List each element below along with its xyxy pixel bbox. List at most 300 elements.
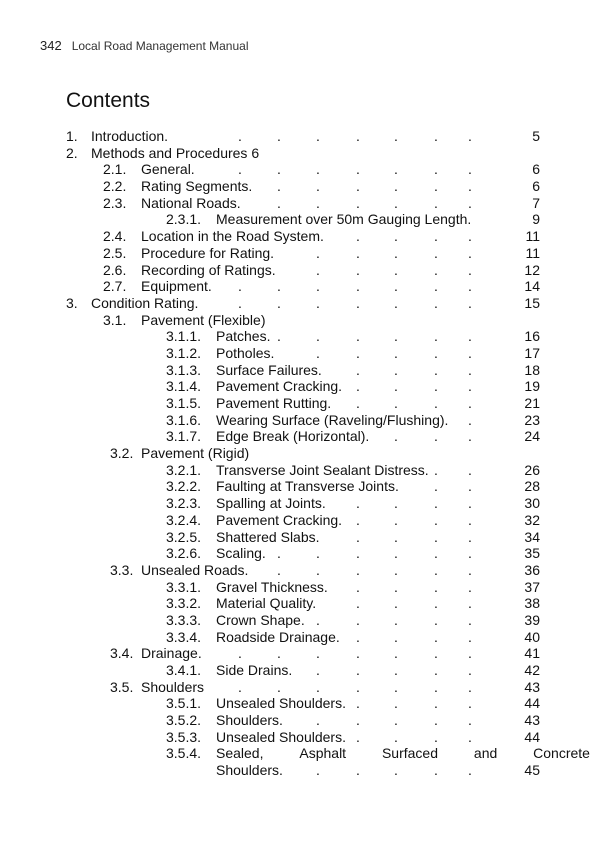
leader-dot: . bbox=[316, 278, 320, 295]
toc-entry-number: 3.3. bbox=[110, 561, 134, 578]
toc-entry-page: 21 bbox=[524, 395, 540, 411]
toc-entry-title: Pavement Rutting. bbox=[216, 395, 332, 411]
toc-entry-number: 3.1.3. bbox=[166, 361, 202, 378]
leader-dot: . bbox=[277, 128, 281, 144]
leader-dot: . bbox=[394, 194, 398, 211]
leader-dot: . bbox=[434, 528, 438, 545]
leader-dot: . bbox=[394, 495, 398, 512]
toc-entry[interactable] bbox=[0, 745, 600, 762]
toc-entry-page: 28 bbox=[524, 478, 540, 495]
leader-dot: . bbox=[468, 328, 472, 345]
toc-entry[interactable] bbox=[0, 562, 600, 579]
toc-entry-title: Transverse Joint Sealant Distress. bbox=[216, 461, 429, 478]
toc-entry-page: 36 bbox=[524, 561, 540, 578]
toc-entry-title: Procedure for Rating. bbox=[141, 244, 275, 261]
toc-entry[interactable] bbox=[0, 679, 600, 696]
leader-dot: . bbox=[394, 228, 398, 245]
leader-dot: . bbox=[238, 294, 242, 311]
leader-dot: . bbox=[316, 712, 320, 729]
leader-dot: . bbox=[356, 595, 360, 612]
leader-dot: . bbox=[394, 578, 398, 595]
leader-dot: . bbox=[468, 161, 472, 178]
leader-dot: . bbox=[356, 328, 360, 345]
leader-dot: . bbox=[434, 695, 438, 712]
leader-dot: . bbox=[468, 728, 472, 745]
toc-entry-number: 2.1. bbox=[103, 161, 127, 178]
toc-entry-page: 41 bbox=[524, 645, 540, 662]
book-title: Local Road Management Manual bbox=[71, 39, 249, 53]
toc-entry-title-word: Asphalt bbox=[299, 745, 347, 762]
leader-dot: . bbox=[277, 645, 281, 662]
leader-dot: . bbox=[316, 645, 320, 662]
toc-entry-page: 32 bbox=[524, 511, 540, 528]
toc-entry-page: 45 bbox=[524, 762, 540, 779]
leader-dot: . bbox=[356, 495, 360, 512]
leader-dot: . bbox=[434, 712, 438, 729]
leader-dot: . bbox=[434, 244, 438, 261]
leader-dot: . bbox=[356, 762, 360, 779]
toc-entry-number: 3.3.2. bbox=[166, 595, 202, 612]
leader-dot: . bbox=[468, 178, 472, 195]
leader-dot: . bbox=[356, 261, 360, 278]
toc-entry-page: 38 bbox=[524, 595, 540, 612]
toc-entry-number: 3.1.2. bbox=[166, 344, 202, 361]
toc-entry[interactable] bbox=[0, 295, 600, 312]
leader-dot: . bbox=[394, 428, 398, 445]
toc-entry-title: Crown Shape. bbox=[216, 611, 305, 628]
toc-entry-page: 43 bbox=[524, 678, 540, 695]
toc-entry[interactable] bbox=[0, 195, 600, 212]
leader-dot: . bbox=[468, 261, 472, 278]
toc-entry-title-continuation: Shoulders. bbox=[216, 762, 283, 779]
leader-dot: . bbox=[468, 128, 472, 144]
leader-dot: . bbox=[434, 762, 438, 779]
toc-entry-title: Side Drains. bbox=[216, 662, 293, 678]
leader-dot: . bbox=[468, 561, 472, 578]
toc-entry-title-word: Concrete bbox=[533, 745, 590, 762]
toc-entry-title-word: Surfaced bbox=[381, 745, 439, 762]
leader-dot: . bbox=[394, 294, 398, 311]
leader-dot: . bbox=[394, 178, 398, 195]
toc-entry-number: 2.4. bbox=[103, 228, 127, 245]
toc-entry-page: 42 bbox=[524, 662, 540, 678]
toc-entry-page: 15 bbox=[524, 294, 540, 311]
toc-entry-title: Introduction. bbox=[91, 128, 169, 144]
leader-dot: . bbox=[356, 128, 360, 144]
toc-entry-title: Shoulders. bbox=[216, 712, 283, 729]
toc-entry[interactable] bbox=[0, 445, 600, 462]
leader-dot: . bbox=[356, 161, 360, 178]
toc-entry-title: Unsealed Shoulders. bbox=[216, 728, 346, 745]
leader-dot: . bbox=[356, 545, 360, 562]
toc-entry[interactable] bbox=[0, 612, 600, 629]
leader-dot: . bbox=[356, 611, 360, 628]
toc-entry-page: 26 bbox=[524, 461, 540, 478]
leader-dot: . bbox=[434, 361, 438, 378]
leader-dot: . bbox=[316, 662, 320, 678]
leader-dot: . bbox=[468, 578, 472, 595]
toc-entry-title: Edge Break (Horizontal). bbox=[216, 428, 370, 445]
toc-entry-page: 40 bbox=[524, 628, 540, 645]
toc-entry-page: 17 bbox=[524, 344, 540, 361]
toc-entry-title: Pavement (Rigid) bbox=[141, 445, 250, 462]
toc-entry-number: 3.5.3. bbox=[166, 728, 202, 745]
leader-dot: . bbox=[316, 194, 320, 211]
toc-entry[interactable] bbox=[0, 178, 600, 195]
toc-entry[interactable] bbox=[0, 512, 600, 529]
toc-entry-page: 23 bbox=[524, 411, 540, 428]
leader-dot: . bbox=[468, 278, 472, 295]
leader-dot: . bbox=[434, 495, 438, 512]
toc-entry[interactable] bbox=[0, 495, 600, 512]
leader-dot: . bbox=[468, 645, 472, 662]
toc-entry-number: 3.2.1. bbox=[166, 461, 202, 478]
toc-entry-number: 3.3.3. bbox=[166, 611, 202, 628]
toc-entry[interactable] bbox=[0, 362, 600, 379]
toc-entry-number: 2.6. bbox=[103, 261, 127, 278]
leader-dot: . bbox=[468, 461, 472, 478]
leader-dot: . bbox=[316, 611, 320, 628]
leader-dot: . bbox=[394, 728, 398, 745]
toc-entry[interactable] bbox=[0, 262, 600, 279]
leader-dot: . bbox=[238, 645, 242, 662]
toc-entry-number: 3.2.4. bbox=[166, 511, 202, 528]
toc-entry-number: 2.7. bbox=[103, 278, 127, 295]
toc-entry[interactable] bbox=[0, 378, 600, 395]
toc-entry[interactable] bbox=[0, 629, 600, 646]
toc-entry-page: 7 bbox=[532, 194, 540, 211]
toc-entry[interactable] bbox=[0, 312, 600, 329]
toc-entry[interactable] bbox=[0, 695, 600, 712]
toc-entry[interactable] bbox=[0, 145, 600, 162]
leader-dot: . bbox=[434, 261, 438, 278]
leader-dot: . bbox=[356, 361, 360, 378]
leader-dot: . bbox=[277, 545, 281, 562]
leader-dot: . bbox=[468, 411, 472, 428]
leader-dot: . bbox=[356, 294, 360, 311]
leader-dot: . bbox=[434, 378, 438, 395]
leader-dot: . bbox=[277, 328, 281, 345]
leader-dot: . bbox=[468, 511, 472, 528]
toc-entry[interactable] bbox=[0, 211, 600, 228]
toc-entry[interactable] bbox=[0, 545, 600, 562]
toc-entry[interactable] bbox=[0, 328, 600, 345]
leader-dot: . bbox=[468, 344, 472, 361]
toc-entry[interactable] bbox=[0, 529, 600, 546]
leader-dot: . bbox=[277, 561, 281, 578]
toc-entry-number: 2.3. bbox=[103, 194, 127, 211]
leader-dot: . bbox=[316, 561, 320, 578]
toc-entry-number: 2. bbox=[66, 144, 78, 161]
leader-dot: . bbox=[277, 294, 281, 311]
contents-title: Contents bbox=[66, 89, 151, 112]
toc-entry-title: National Roads. bbox=[141, 194, 241, 211]
leader-dot: . bbox=[394, 712, 398, 729]
toc-entry-number: 3.1.5. bbox=[166, 395, 202, 411]
leader-dot: . bbox=[356, 278, 360, 295]
toc-entry[interactable] bbox=[0, 595, 600, 612]
toc-entry[interactable] bbox=[0, 645, 600, 662]
leader-dot: . bbox=[394, 278, 398, 295]
toc-entry[interactable] bbox=[0, 278, 600, 295]
toc-entry-title-word: Sealed, bbox=[216, 745, 264, 762]
leader-dot: . bbox=[238, 128, 242, 144]
toc-entry-title: Methods and Procedures 6 bbox=[91, 144, 260, 161]
leader-dot: . bbox=[277, 678, 281, 695]
toc-entry[interactable] bbox=[0, 345, 600, 362]
toc-entry-number: 3.5.1. bbox=[166, 695, 202, 712]
leader-dot: . bbox=[356, 695, 360, 712]
toc-entry-title: Rating Segments. bbox=[141, 178, 253, 195]
leader-dot: . bbox=[468, 611, 472, 628]
leader-dot: . bbox=[394, 244, 398, 261]
toc-entry[interactable] bbox=[0, 478, 600, 495]
toc-entry-title: Patches. bbox=[216, 328, 271, 345]
toc-entry-number: 3.4. bbox=[110, 645, 134, 662]
toc-entry-page: 11 bbox=[525, 244, 540, 261]
toc-entry-page: 9 bbox=[532, 211, 540, 228]
leader-dot: . bbox=[434, 662, 438, 678]
leader-dot: . bbox=[356, 511, 360, 528]
leader-dot: . bbox=[356, 678, 360, 695]
leader-dot: . bbox=[356, 628, 360, 645]
leader-dot: . bbox=[434, 278, 438, 295]
toc-entry-page: 18 bbox=[524, 361, 540, 378]
leader-dot: . bbox=[238, 161, 242, 178]
toc-entry-title: Unsealed Roads. bbox=[141, 561, 249, 578]
leader-dot: . bbox=[434, 545, 438, 562]
toc-entry-title: Drainage. bbox=[141, 645, 202, 662]
leader-dot: . bbox=[394, 678, 398, 695]
leader-dot: . bbox=[394, 645, 398, 662]
toc-entry-page: 44 bbox=[524, 695, 540, 712]
toc-entry-title: Recording of Ratings. bbox=[141, 261, 276, 278]
leader-dot: . bbox=[356, 244, 360, 261]
leader-dot: . bbox=[356, 344, 360, 361]
leader-dot: . bbox=[356, 228, 360, 245]
page-number: 342 bbox=[40, 38, 62, 53]
toc-entry-page: 24 bbox=[524, 428, 540, 445]
toc-entry-continuation[interactable] bbox=[0, 762, 600, 779]
leader-dot: . bbox=[356, 712, 360, 729]
toc-entry-page: 43 bbox=[524, 712, 540, 729]
leader-dot: . bbox=[356, 561, 360, 578]
toc-entry-number: 2.3.1. bbox=[166, 211, 202, 228]
toc-entry-number: 1. bbox=[66, 128, 78, 144]
leader-dot: . bbox=[434, 595, 438, 612]
leader-dot: . bbox=[316, 328, 320, 345]
leader-dot: . bbox=[434, 228, 438, 245]
toc-entry-number: 3.1.7. bbox=[166, 428, 202, 445]
leader-dot: . bbox=[468, 678, 472, 695]
leader-dot: . bbox=[394, 545, 398, 562]
toc-entry[interactable] bbox=[0, 428, 600, 445]
toc-entry-title: Condition Rating. bbox=[91, 294, 199, 311]
leader-dot: . bbox=[394, 528, 398, 545]
toc-entry-page: 6 bbox=[532, 178, 540, 195]
leader-dot: . bbox=[316, 545, 320, 562]
toc-entry-number: 3.1.4. bbox=[166, 378, 202, 395]
toc-entry-page: 39 bbox=[524, 611, 540, 628]
leader-dot: . bbox=[434, 294, 438, 311]
leader-dot: . bbox=[394, 378, 398, 395]
leader-dot: . bbox=[316, 261, 320, 278]
leader-dot: . bbox=[434, 344, 438, 361]
toc-entry-title: Faulting at Transverse Joints. bbox=[216, 478, 399, 495]
leader-dot: . bbox=[316, 294, 320, 311]
leader-dot: . bbox=[434, 428, 438, 445]
toc-entry-number: 3.1. bbox=[103, 311, 127, 328]
leader-dot: . bbox=[468, 361, 472, 378]
leader-dot: . bbox=[356, 378, 360, 395]
toc-entry-page: 44 bbox=[524, 728, 540, 745]
leader-dot: . bbox=[277, 178, 281, 195]
leader-dot: . bbox=[316, 244, 320, 261]
leader-dot: . bbox=[356, 194, 360, 211]
toc-entry-number: 3.5.4. bbox=[166, 745, 202, 762]
toc-entry-title: Wearing Surface (Raveling/Flushing). bbox=[216, 411, 449, 428]
leader-dot: . bbox=[277, 194, 281, 211]
leader-dot: . bbox=[394, 395, 398, 411]
leader-dot: . bbox=[434, 561, 438, 578]
toc-entry-page: 16 bbox=[524, 328, 540, 345]
toc-entry-title: Pavement Cracking. bbox=[216, 378, 343, 395]
leader-dot: . bbox=[394, 261, 398, 278]
leader-dot: . bbox=[238, 278, 242, 295]
toc-entry-page: 12 bbox=[524, 261, 540, 278]
toc-entry[interactable] bbox=[0, 395, 600, 412]
leader-dot: . bbox=[394, 611, 398, 628]
toc-entry-number: 3.1.6. bbox=[166, 411, 202, 428]
toc-entry-number: 3.5.2. bbox=[166, 712, 202, 729]
leader-dot: . bbox=[434, 611, 438, 628]
toc-entry-number: 3.3.4. bbox=[166, 628, 202, 645]
leader-dot: . bbox=[394, 328, 398, 345]
leader-dot: . bbox=[238, 678, 242, 695]
toc-entry-number: 2.2. bbox=[103, 178, 127, 195]
leader-dot: . bbox=[434, 511, 438, 528]
toc-entry-number: 3.2.2. bbox=[166, 478, 202, 495]
toc-entry[interactable] bbox=[0, 729, 600, 746]
leader-dot: . bbox=[356, 728, 360, 745]
toc-entry[interactable] bbox=[0, 662, 600, 679]
leader-dot: . bbox=[356, 395, 360, 411]
toc-entry-page: 35 bbox=[524, 545, 540, 562]
leader-dot: . bbox=[277, 278, 281, 295]
leader-dot: . bbox=[316, 762, 320, 779]
leader-dot: . bbox=[434, 395, 438, 411]
leader-dot: . bbox=[468, 595, 472, 612]
leader-dot: . bbox=[468, 378, 472, 395]
leader-dot: . bbox=[394, 128, 398, 144]
toc-entry-number: 3.1.1. bbox=[166, 328, 202, 345]
toc-entry-title: Unsealed Shoulders. bbox=[216, 695, 346, 712]
toc-entry[interactable] bbox=[0, 579, 600, 596]
leader-dot: . bbox=[434, 728, 438, 745]
toc-entry[interactable] bbox=[0, 128, 600, 145]
leader-dot: . bbox=[394, 561, 398, 578]
toc-entry-title: Shattered Slabs. bbox=[216, 528, 320, 545]
toc-entry-title-word: and bbox=[473, 745, 498, 762]
toc-entry-title: General. bbox=[141, 161, 195, 178]
toc-entry[interactable] bbox=[0, 228, 600, 245]
toc-entry[interactable] bbox=[0, 712, 600, 729]
toc-entry-page: 30 bbox=[524, 495, 540, 512]
toc-entry-title: Surface Failures. bbox=[216, 361, 322, 378]
leader-dot: . bbox=[434, 178, 438, 195]
toc-entry-number: 3.4.1. bbox=[166, 662, 202, 678]
leader-dot: . bbox=[468, 695, 472, 712]
leader-dot: . bbox=[434, 578, 438, 595]
leader-dot: . bbox=[468, 244, 472, 261]
toc-entry-title: Location in the Road System. bbox=[141, 228, 324, 245]
leader-dot: . bbox=[468, 495, 472, 512]
toc-entry-title: Equipment. bbox=[141, 278, 212, 295]
leader-dot: . bbox=[394, 628, 398, 645]
leader-dot: . bbox=[468, 194, 472, 211]
leader-dot: . bbox=[356, 178, 360, 195]
toc-entry[interactable] bbox=[0, 161, 600, 178]
toc-entry-title: Spalling at Joints. bbox=[216, 495, 326, 512]
leader-dot: . bbox=[394, 344, 398, 361]
leader-dot: . bbox=[468, 662, 472, 678]
leader-dot: . bbox=[316, 344, 320, 361]
toc-entry-number: 2.5. bbox=[103, 244, 127, 261]
leader-dot: . bbox=[434, 128, 438, 144]
leader-dot: . bbox=[394, 695, 398, 712]
toc-entry-title: Roadside Drainage. bbox=[216, 628, 340, 645]
leader-dot: . bbox=[434, 678, 438, 695]
leader-dot: . bbox=[356, 578, 360, 595]
toc-entry[interactable] bbox=[0, 412, 600, 429]
leader-dot: . bbox=[316, 678, 320, 695]
leader-dot: . bbox=[394, 662, 398, 678]
toc-entry-number: 3.2. bbox=[110, 445, 134, 462]
toc-entry-number: 3.2.6. bbox=[166, 545, 202, 562]
leader-dot: . bbox=[468, 712, 472, 729]
toc-entry-title: Potholes. bbox=[216, 344, 275, 361]
toc-entry-page: 11 bbox=[525, 228, 540, 245]
toc-entry-page: 6 bbox=[532, 161, 540, 178]
toc-entry-page: 37 bbox=[524, 578, 540, 595]
leader-dot: . bbox=[394, 595, 398, 612]
toc-entry-title: Gravel Thickness. bbox=[216, 578, 328, 595]
leader-dot: . bbox=[356, 645, 360, 662]
toc-entry[interactable] bbox=[0, 462, 600, 479]
leader-dot: . bbox=[394, 762, 398, 779]
toc-entry-number: 3. bbox=[66, 294, 78, 311]
leader-dot: . bbox=[316, 128, 320, 144]
leader-dot: . bbox=[394, 361, 398, 378]
leader-dot: . bbox=[434, 194, 438, 211]
toc-entry-number: 3.5. bbox=[110, 678, 134, 695]
toc-entry-number: 3.2.3. bbox=[166, 495, 202, 512]
toc-entry[interactable] bbox=[0, 245, 600, 262]
running-header bbox=[40, 38, 248, 53]
leader-dot: . bbox=[434, 461, 438, 478]
toc-entry-page: 5 bbox=[532, 128, 540, 144]
toc-entry-number: 3.3.1. bbox=[166, 578, 202, 595]
leader-dot: . bbox=[316, 161, 320, 178]
leader-dot: . bbox=[277, 161, 281, 178]
toc-entry-title: Pavement Cracking. bbox=[216, 511, 343, 528]
toc-entry-title: Shoulders bbox=[141, 678, 205, 695]
leader-dot: . bbox=[356, 528, 360, 545]
leader-dot: . bbox=[468, 428, 472, 445]
toc-entry-page: 19 bbox=[524, 378, 540, 395]
toc-entry-title: Scaling. bbox=[216, 545, 266, 562]
toc-entry-page: 14 bbox=[524, 278, 540, 295]
